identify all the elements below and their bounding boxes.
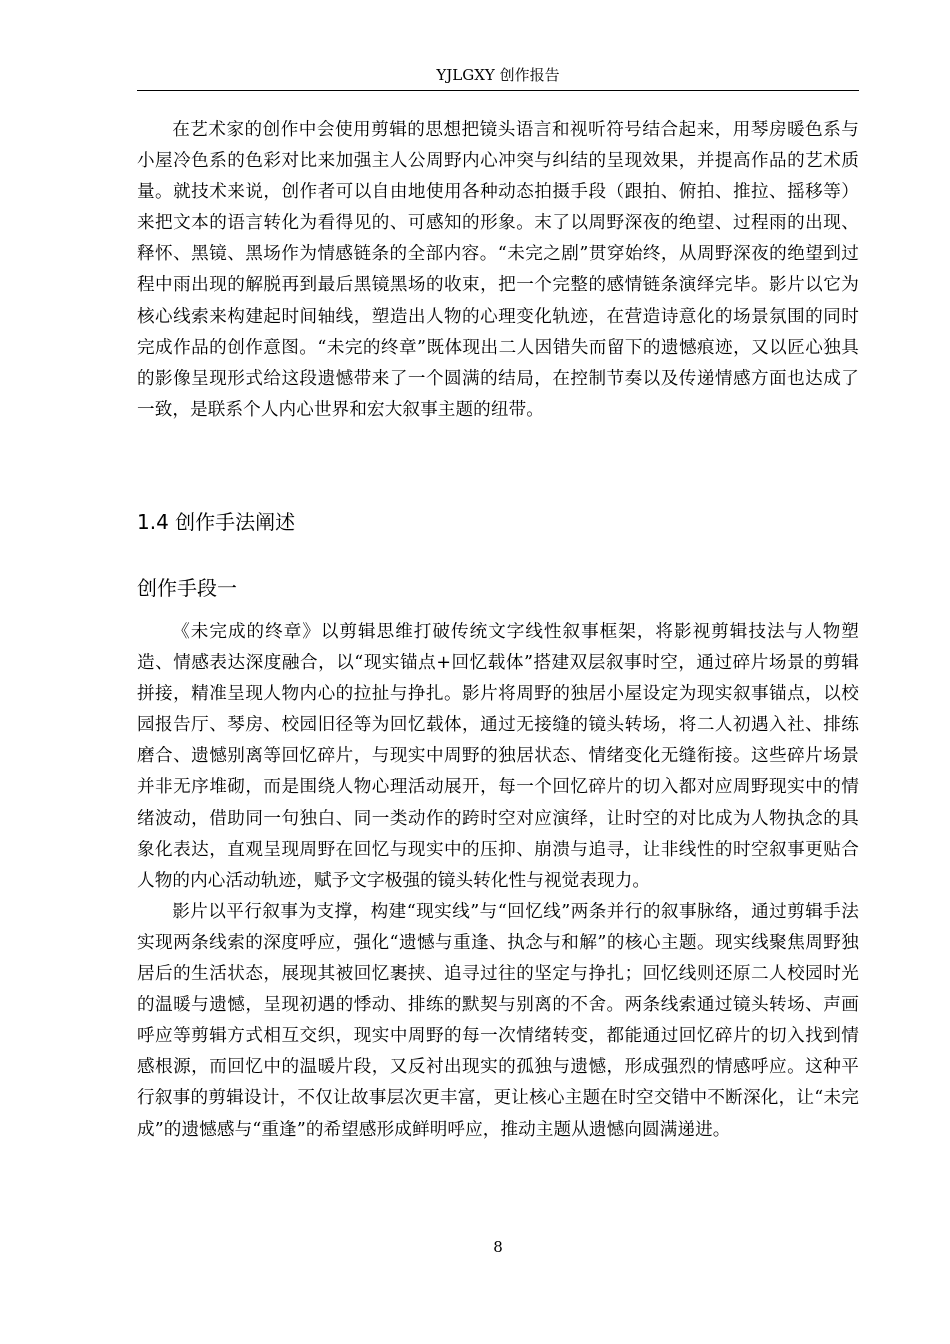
paragraph: 《未完成的终章》以剪辑思维打破传统文字线性叙事框架，将影视剪辑技法与人物塑造、情感表达深度融合，以“现实锚点+回忆载体”搭建双层叙事时空，通过碎片场景的剪辑拼接，精准呈现人物内心的拉扯与挣扎。影片将周野的独居小屋设定为现实叙事锚点，以校园报告厅、琴房、校园旧径等为回忆载体，通过无接缝的镜头转场，将二人初遇入社、排练磨合、遗憾别离等回忆碎片，与现实中周野的独居状态、情绪变化无缝衔接。这些碎片场景并非无序堆砌，而是围绕人物心理活动展开，每一个回忆碎片的切入都对应周野现实中的情绪波动，借助同一句独白、同一类动作的跨时空对应演绎，让时空的对比成为人物执念的具象化表达，直观呈现周野在回忆与现实中的压抑、崩溃与追寻，让非线性的时空叙事更贴合人物的内心活动轨迹，赋予文字极强的镜头转化性与视觉表现力。 [137,622,859,891]
paragraph: 在艺术家的创作中会使用剪辑的思想把镜头语言和视听符号结合起来，用琴房暖色系与小屋冷色系的色彩对比来加强主人公周野内心冲突与纠结的呈现效果，并提高作品的艺术质量。就技术来说，创作者可以自由地使用各种动态拍摄手段（跟拍、俯拍、推拉、摇移等）来把文本的语言转化为看得见的、可感知的形象。末了以周野深夜的绝望、过程雨的出现、释怀、黑镜、黑场作为情感链条的全部内容。“未完之剧”贯穿始终，从周野深夜的绝望到过程中雨出现的解脱再到最后黑镜黑场的收束，把一个完整的感情链条演绎完毕。影片以它为核心线索来构建起时间轴线，塑造出人物的心理变化轨迹，在营造诗意化的场景氛围的同时完成作品的创作意图。“未完的终章”既体现出二人因错失而留下的遗憾痕迹，又以匠心独具的影像呈现形式给这段遗憾带来了一个圆满的结局，在控制节奏以及传递情感方面也达成了一致，是联系个人内心世界和宏大叙事主题的纽带。 [137,120,859,420]
page-number: 8 [493,1238,503,1256]
paragraph: 影片以平行叙事为支撑，构建“现实线”与“回忆线”两条并行的叙事脉络，通过剪辑手法实现两条线索的深度呼应，强化“遗憾与重逢、执念与和解”的核心主题。现实线聚焦周野独居后的生活状态，展现其被回忆裹挟、追寻过往的坚定与挣扎；回忆线则还原二人校园时光的温暖与遗憾，呈现初遇的悸动、排练的默契与别离的不舍。两条线索通过镜头转场、声画呼应等剪辑方式相互交织，现实中周野的每一次情绪转变，都能通过回忆碎片的切入找到情感根源，而回忆中的温暖片段，又反衬出现实的孤独与遗憾，形成强烈的情感呼应。这种平行叙事的剪辑设计，不仅让故事层次更丰富，更让核心主题在时空交错中不断深化，让“未完成”的遗憾感与“重逢”的希望感形成鲜明呼应，推动主题从遗憾向圆满递进。 [137,901,859,1140]
header-divider [137,90,859,91]
body-top [137,115,859,426]
page-header: YJLGXY 创作报告 [436,66,560,84]
subsection-heading: 创作手段一 [137,576,237,600]
section-heading: 1.4 创作手法阐述 [137,510,296,534]
body-bottom [137,617,859,1146]
